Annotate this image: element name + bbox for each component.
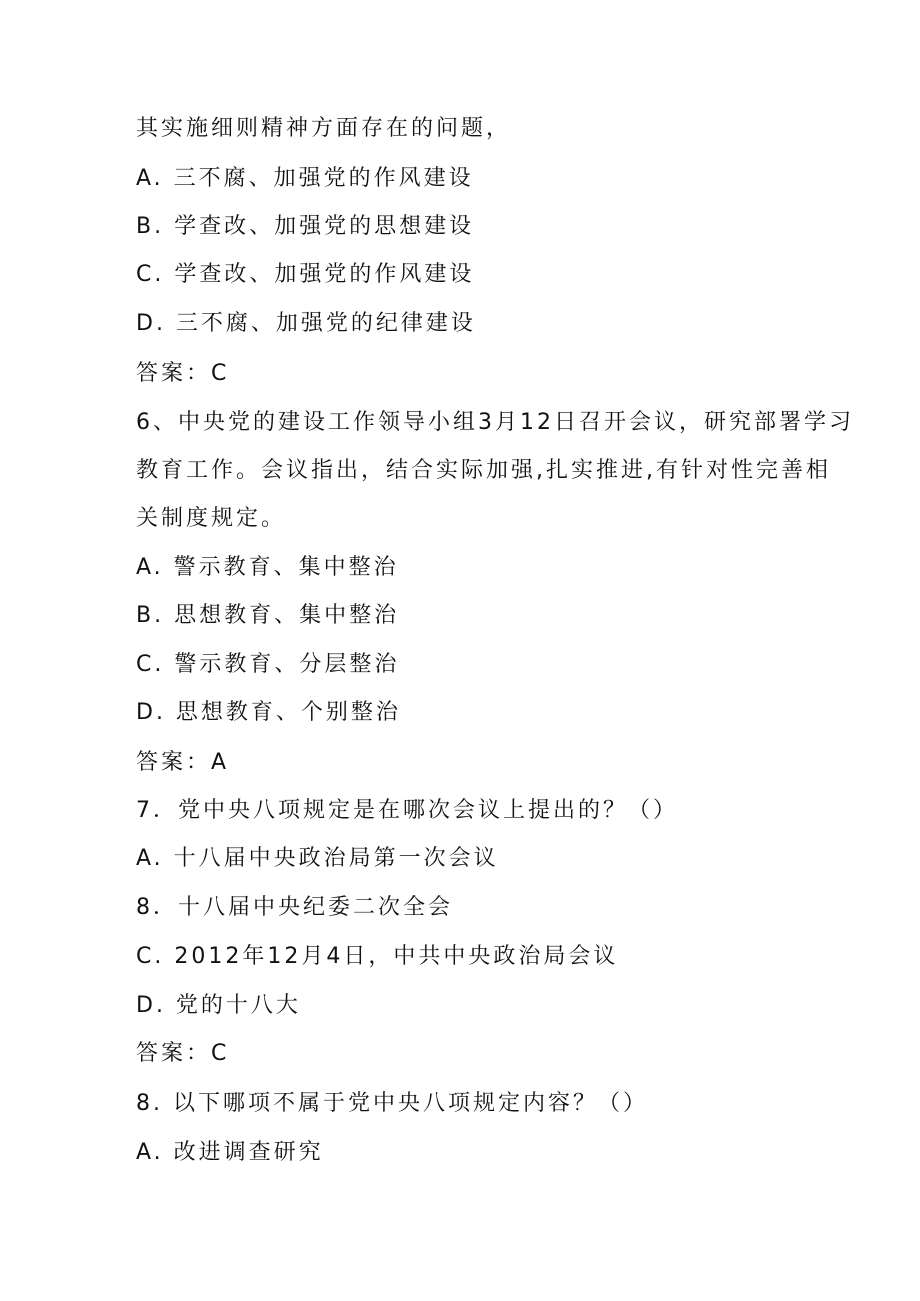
option-c: C. 警示教育、分层整治: [136, 652, 400, 677]
question-7-line: 7．党中央八项规定是在哪次会议上提出的？（）: [136, 798, 678, 823]
option-d: D. 思想教育、个别整治: [136, 700, 401, 725]
answer-line: 答案：C: [136, 1041, 230, 1066]
question-6-line-3: 关制度规定。: [136, 506, 287, 531]
option-a: A. 警示教育、集中整治: [136, 555, 399, 580]
question-6-line-2: 教育工作。会议指出，结合实际加强,扎实推进,有针对性完善相: [136, 458, 831, 483]
question-8-line: 8. 以下哪项不属于党中央八项规定内容？（）: [136, 1091, 648, 1116]
option-a: A. 十八届中央政治局第一次会议: [136, 846, 499, 871]
option-b: B. 思想教育、集中整治: [136, 603, 400, 628]
answer-line: 答案：A: [136, 750, 230, 775]
option-d: D. 党的十八大: [136, 993, 301, 1018]
option-a: A. 改进调查研究: [136, 1140, 324, 1165]
question-6-line-1: 6、中央党的建设工作领导小组3月12日召开会议，研究部署学习: [136, 410, 854, 435]
option-a: A. 三不腐、加强党的作风建设: [136, 166, 474, 191]
option-d: D. 三不腐、加强党的纪律建设: [136, 311, 476, 336]
answer-line: 答案：C: [136, 361, 230, 386]
text-line: 其实施细则精神方面存在的问题，: [136, 116, 512, 141]
option-c: C. 学查改、加强党的作风建设: [136, 262, 475, 287]
option-b: B. 学查改、加强党的思想建设: [136, 214, 475, 239]
option-c: C. 2012年12月4日，中共中央政治局会议: [136, 944, 619, 969]
option-b: 8．十八届中央纪委二次全会: [136, 895, 453, 920]
